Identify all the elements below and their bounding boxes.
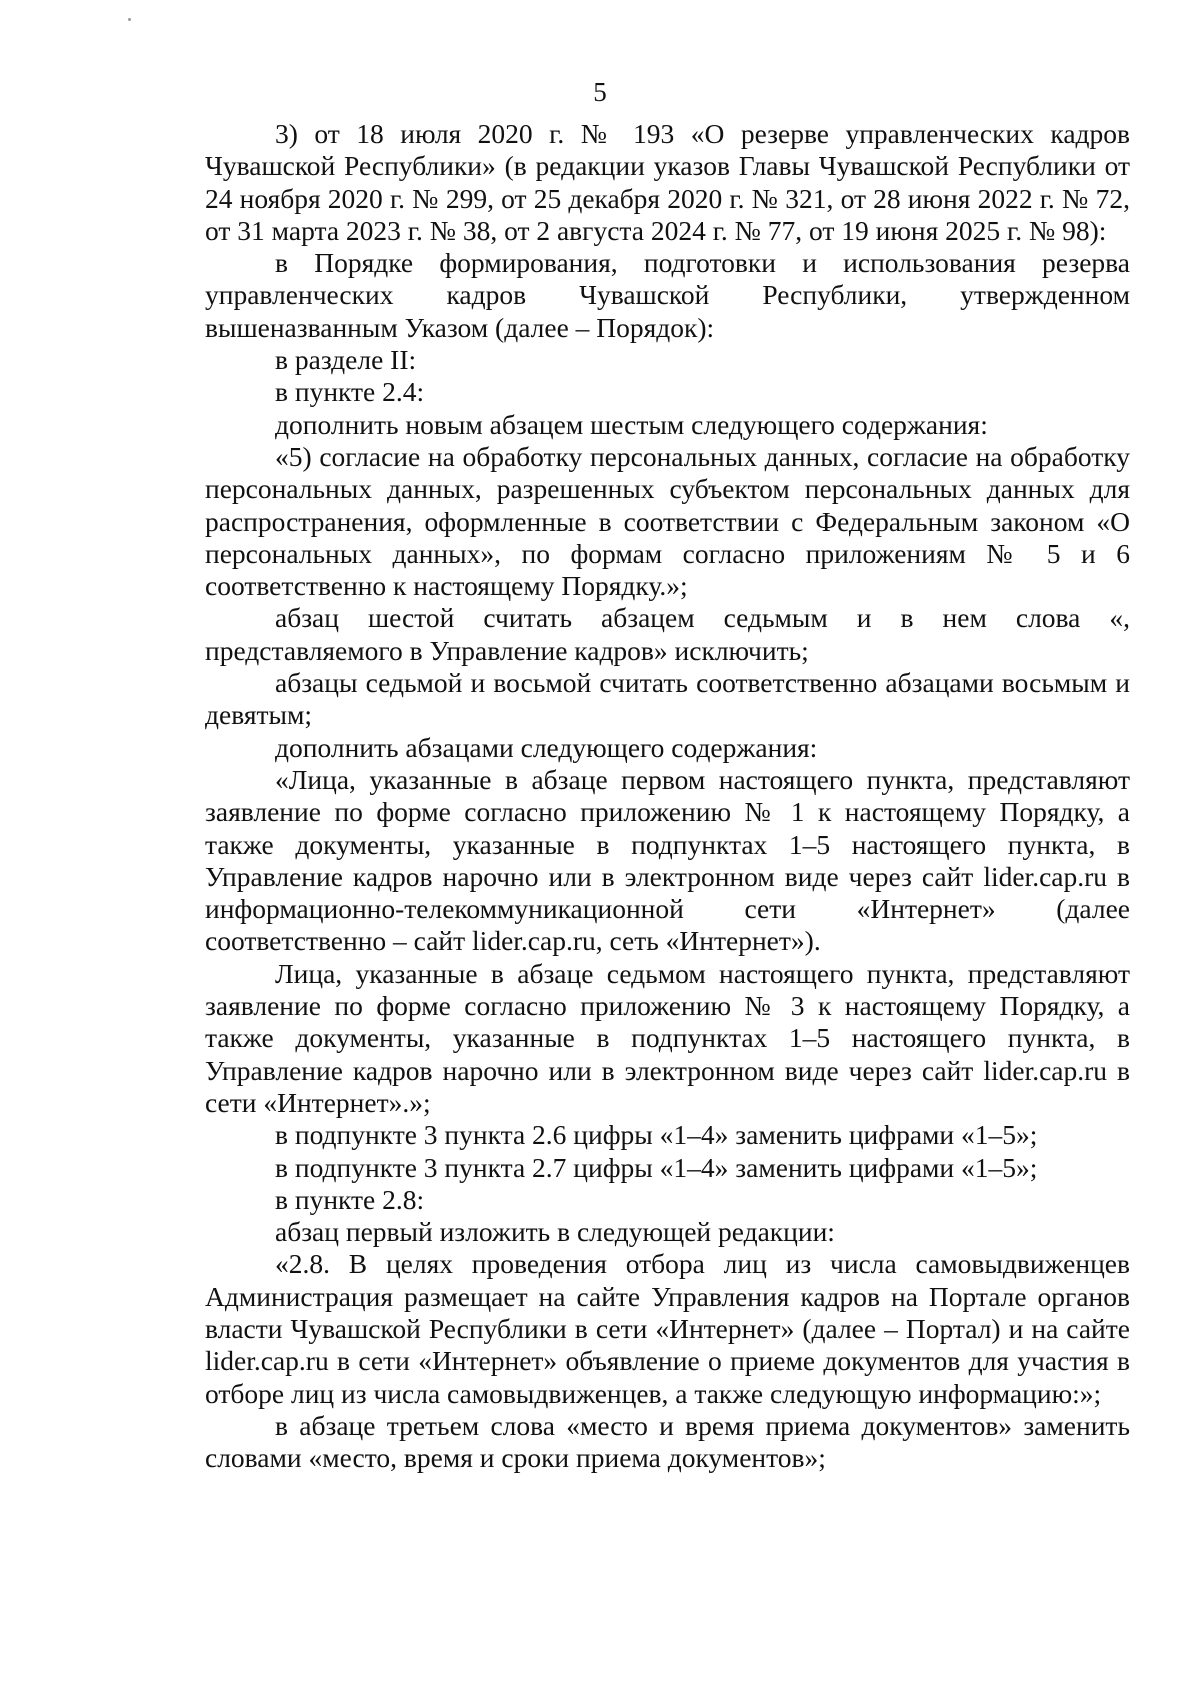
paragraph-point-2-8: в пункте 2.8: [275,1183,425,1215]
paragraph-persons-seventh: Лица, указанные в абзаце седьмом настоящего пункта, представляют заявление по форме согласно приложению № 3 к настоящему Порядку, а также документы, указанные в подпунктах 1–5 настоящего пункта, в Управление кадров нарочно или в электронном виде через сайт lider.cap.ru в сети «Интернет».»; [205,957,1130,1118]
paragraph-add-sixth: дополнить новым абзацем шестым следующего содержания: [275,408,988,440]
paragraph-point-2-6: в подпункте 3 пункта 2.6 цифры «1–4» заменить цифрами «1–5»; [275,1119,1038,1151]
paragraph-sixth-to-seventh: абзац шестой считать абзацем седьмым и в нем слова «, представляемого в Управление кадров» исключить; [205,602,1130,666]
paragraph-persons-first: «Лица, указанные в абзаце первом настоящего пункта, представляют заявление по форме согласно приложению № 1 к настоящему Порядку, а также документы, указанные в подпунктах 1–5 настоящего пункта, в Управление кадров нарочно или в электронном виде через сайт lider.cap.ru в информационно-телекоммуникационной сети «Интернет» (далее соответственно – сайт lider.cap.ru, сеть «Интернет»). [205,763,1130,957]
paragraph-point-2-4: в пункте 2.4: [275,376,425,408]
paragraph-point-2-7: в подпункте 3 пункта 2.7 цифры «1–4» заменить цифрами «1–5»; [275,1151,1038,1183]
paragraph-2-8-text: «2.8. В целях проведения отбора лиц из числа самовыдвиженцев Администрация размещает на сайте Управления кадров на Портале органов власти Чувашской Республики в сети «Интернет» (далее – Портал) и на сайте lider.cap.ru в сети «Интернет» объявление о приеме документов для участия в отборе лиц из числа самовыдвиженцев, а также следующую информацию:»; [205,1248,1130,1409]
paragraph-order-intro: в Порядке формирования, подготовки и использования резерва управленческих кадров Чувашской Республики, утвержденном вышеназванным Указом (далее – Порядок): [205,247,1130,343]
paragraph-first-new-edition: абзац первый изложить в следующей редакции: [275,1216,835,1248]
scan-speck [128,18,131,21]
paragraph-decree-193: 3) от 18 июля 2020 г. № 193 «О резерве управленческих кадров Чувашской Республики» (в редакции указов Главы Чувашской Республики от 24 ноября 2020 г. № 299, от 25 декабря 2020 г. № 321, от 28 июня 2022 г. № 72, от 31 марта 2023 г. № 38, от 2 августа 2024 г. № 77, от 19 июня 2025 г. № 98): [205,118,1130,246]
paragraph-consent-item-5: «5) согласие на обработку персональных данных, согласие на обработку персональных данных, разрешенных субъектом персональных данных для распространения, оформленные в соответствии с Федеральным законом «О персональных данных», по формам согласно приложениям № 5 и 6 соответственно к настоящему Порядку.»; [205,440,1130,602]
paragraph-add-paragraphs: дополнить абзацами следующего содержания: [275,731,818,763]
page-number: 5 [593,77,607,107]
paragraph-third-replace: в абзаце третьем слова «место и время приема документов» заменить словами «место, время и сроки приема документов»; [205,1409,1130,1474]
paragraph-section-ii: в разделе II: [275,344,417,376]
document-body [205,118,1130,1474]
paragraph-renumber: абзацы седьмой и восьмой считать соответственно абзацами восьмым и девятым; [205,667,1130,731]
